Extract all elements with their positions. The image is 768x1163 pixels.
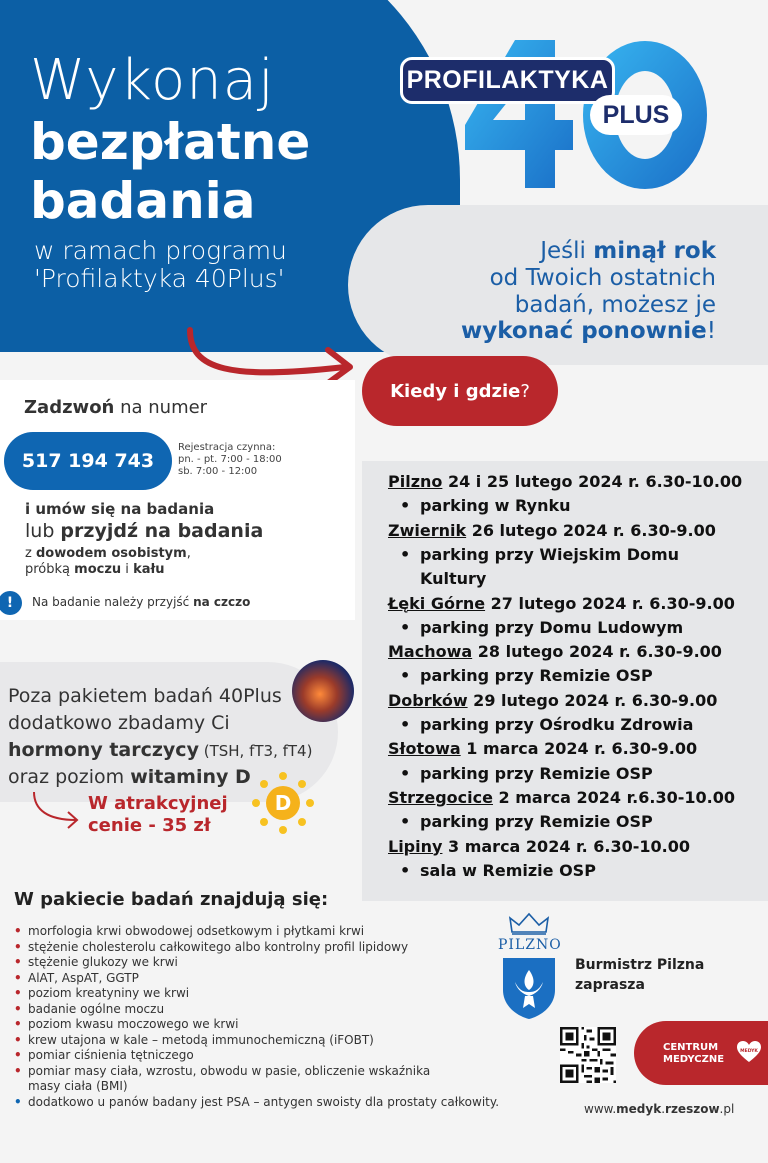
qr-code-icon[interactable]: [560, 1027, 616, 1083]
bubble-line4: wykonać ponownie!: [460, 318, 716, 344]
schedule-place: Machowa: [388, 642, 473, 662]
call-line2: lub przyjdź na badania: [25, 520, 264, 542]
schedule-place: Dobrków: [388, 690, 468, 710]
schedule-venue: • parking przy Wiejskim Domu: [400, 545, 679, 564]
bullet-icon: •: [14, 939, 22, 954]
mayor-line1: Burmistrz Pilzna: [575, 957, 705, 973]
call-heading: Zadzwoń na numer: [24, 397, 208, 418]
pilzno-coat-of-arms-icon: [501, 956, 557, 1020]
hero-title-line3: badania: [30, 172, 256, 230]
bullet-icon: •: [14, 1063, 22, 1078]
schedule-venue: • parking przy Ośrodku Zdrowia: [400, 715, 693, 734]
schedule-date: 24 i 25 lutego 2024 r. 6.30-10.00: [442, 472, 743, 491]
package-item: • AlAT, AspAT, GGTP: [14, 970, 139, 985]
bullet-icon: •: [14, 986, 22, 1000]
logo-plus-text: PLUS: [590, 95, 682, 135]
sun-letter: D: [274, 791, 292, 815]
package-item: • stężenie cholesterolu całkowitego albo kontrolny profil lipidowy: [14, 939, 409, 954]
heart-icon: [736, 1040, 762, 1064]
schedule-date: 1 marca 2024 r. 6.30-9.00: [460, 739, 698, 759]
schedule-location: [388, 788, 735, 807]
centrum-line1: CENTRUM: [663, 1042, 719, 1053]
schedule-date: 2 marca 2024 r.6.30-10.00: [492, 787, 735, 807]
call-line3: z dowodem osobistym,: [25, 546, 191, 561]
schedule-date: 28 lutego 2024 r. 6.30-9.00: [472, 642, 722, 662]
schedule-place: Lipiny: [388, 836, 443, 856]
bullet-icon: •: [14, 924, 22, 938]
package-item: • poziom kreatyniny we krwi: [14, 986, 190, 1000]
bullet-icon: •: [14, 1017, 22, 1031]
schedule-venue: • sala w Remizie OSP: [400, 861, 596, 880]
bubble-line3: badań, możesz je: [514, 292, 716, 318]
pilzno-label: PILZNO: [498, 937, 562, 953]
schedule-venue: • parking przy Remizie OSP: [400, 812, 653, 831]
call-line4: próbką moczu i kału: [25, 562, 165, 577]
schedule-location: [388, 594, 735, 613]
schedule-location: [388, 521, 716, 540]
price-line1: W atrakcyjnej: [88, 793, 228, 814]
phone-number[interactable]: 517 194 743: [4, 432, 172, 490]
hormones-line3: hormony tarczycy (TSH, fT3, fT4): [8, 739, 313, 761]
schedule-place: Strzegocice: [388, 787, 493, 807]
package-item: masy ciała (BMI): [28, 1079, 128, 1093]
package-item: • morfologia krwi obwodowej odsetkowym i płytkami krwi: [14, 924, 365, 938]
hormones-line4: oraz poziom witaminy D: [8, 766, 251, 788]
schedule-venue: • parking przy Remizie OSP: [400, 666, 653, 685]
bubble-line1: Jeśli minął rok: [540, 238, 716, 264]
schedule-location: [388, 691, 717, 710]
crown-icon: [508, 912, 550, 936]
heart-text: MEDYK: [740, 1049, 758, 1054]
package-item: • pomiar ciśnienia tętniczego: [14, 1048, 194, 1062]
logo-profilaktyka-text: PROFILAKTYKA: [400, 57, 615, 104]
hero-title-line2: bezpłatne: [30, 113, 311, 171]
schedule-venue: Kultury: [420, 569, 487, 589]
package-item: • badanie ogólne moczu: [14, 1001, 165, 1016]
schedule-date: 26 lutego 2024 r. 6.30-9.00: [466, 520, 716, 540]
mayor-line2: zaprasza: [575, 977, 645, 993]
registration-weekdays: pn. - pt. 7:00 - 18:00: [178, 454, 282, 465]
hero-subtitle-line2: 'Profilaktyka 40Plus': [34, 264, 285, 293]
registration-title: Rejestracja czynna:: [178, 442, 276, 453]
hero-subtitle-line1: w ramach programu: [34, 236, 287, 265]
hero-title-line1: Wykonaj: [30, 48, 275, 113]
warning-icon: !: [0, 591, 22, 615]
schedule-location: [388, 739, 697, 758]
schedule-place: Słotowa: [388, 739, 461, 759]
vitamin-d-sun-icon: [250, 770, 316, 836]
call-line1: i umów się na badania: [25, 500, 215, 518]
schedule-place: Pilzno: [388, 472, 443, 491]
centrum-line2: MEDYCZNE: [663, 1054, 725, 1065]
bullet-icon: •: [14, 1032, 22, 1047]
schedule-date: 3 marca 2024 r. 6.30-10.00: [442, 836, 691, 856]
hormones-line1: Poza pakietem badań 40Plus: [8, 685, 282, 707]
bullet-icon: •: [14, 1048, 22, 1062]
schedule-venue: • parking w Rynku: [400, 496, 570, 515]
bubble-line2: od Twoich ostatnich: [489, 265, 716, 291]
fasting-note: Na badanie należy przyjść na czczo: [32, 595, 251, 609]
hormones-line2: dodatkowo zbadamy Ci: [8, 712, 230, 734]
price-line2: cenie - 35 zł: [88, 815, 211, 836]
small-arrow-icon: [28, 790, 88, 830]
package-item: • stężenie glukozy we krwi: [14, 955, 178, 969]
website-link[interactable]: www.medyk.rzeszow.pl: [584, 1102, 735, 1116]
bullet-icon: •: [14, 1094, 22, 1109]
package-item: • dodatkowo u panów badany jest PSA – antygen swoisty dla prostaty całkowity.: [14, 1094, 500, 1109]
schedule-venue: • parking przy Domu Ludowym: [400, 618, 683, 637]
schedule-place: Zwiernik: [388, 520, 467, 540]
when-and-where-badge: Kiedy i gdzie ?: [362, 356, 558, 426]
schedule-location: [388, 642, 722, 661]
schedule-date: 27 lutego 2024 r. 6.30-9.00: [485, 593, 735, 613]
package-item: • krew utajona w kale – metodą immunochemiczną (iFOBT): [14, 1032, 374, 1047]
bullet-icon: •: [14, 955, 22, 969]
registration-saturday: sb. 7:00 - 12:00: [178, 466, 258, 477]
schedule-date: 29 lutego 2024 r. 6.30-9.00: [467, 690, 718, 710]
schedule-place: Łęki Górne: [388, 593, 486, 613]
thyroid-image-icon: [292, 660, 354, 722]
package-item: • poziom kwasu moczowego we krwi: [14, 1017, 239, 1031]
schedule-location: [388, 472, 742, 491]
schedule-location: [388, 837, 690, 856]
schedule-venue: • parking przy Remizie OSP: [400, 764, 653, 783]
bullet-icon: •: [14, 970, 22, 985]
package-title: W pakiecie badań znajdują się:: [14, 889, 329, 910]
package-item: • pomiar masy ciała, wzrostu, obwodu w pasie, obliczenie wskaźnika: [14, 1063, 431, 1078]
bullet-icon: •: [14, 1001, 22, 1016]
